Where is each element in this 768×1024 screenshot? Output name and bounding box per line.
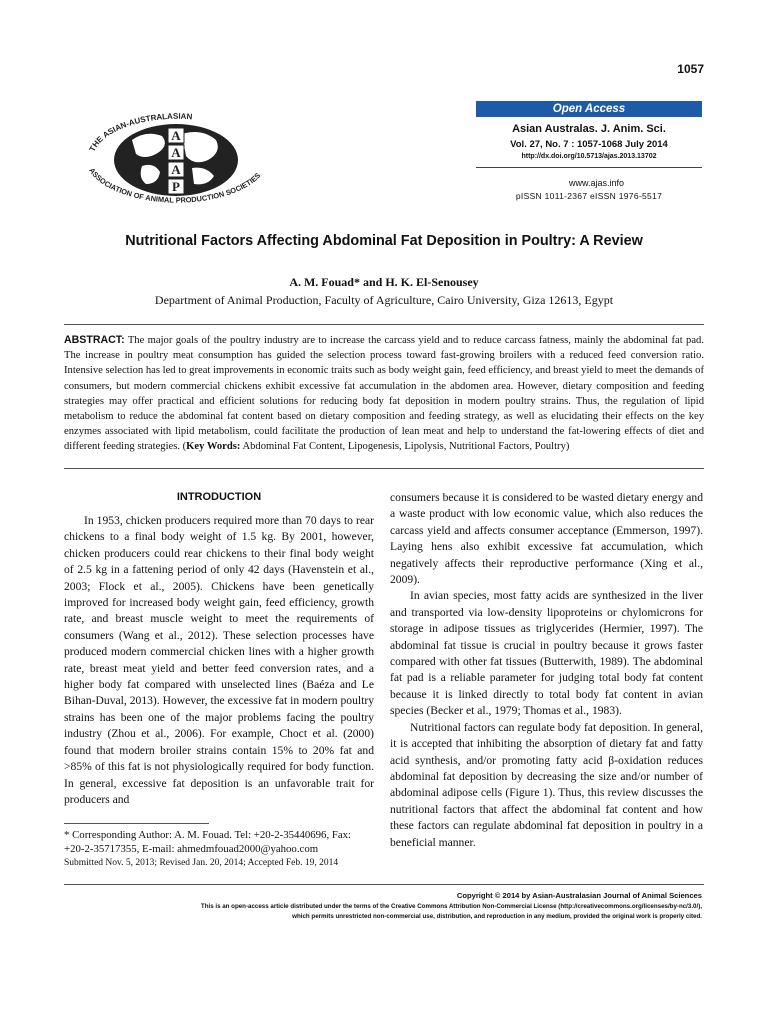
license-text: This is an open-access article distributed under the terms of the Creative Commons Attribution Non-Commercial License (http://creativecommons.org/licenses/by-nc/3.0/), (200, 903, 702, 910)
article-authors: A. M. Fouad* and H. K. El-Senousey (289, 275, 479, 289)
logo-ring-top: THE ASIAN-AUSTRALASIAN (87, 111, 193, 154)
keywords-label: Key Words: (186, 441, 241, 453)
right-column (390, 490, 703, 851)
svg-text:A: A (171, 145, 181, 160)
body-paragraph: consumers because it is considered to be wasted dietary energy and a waste product with low economic value, which also reduces the carcass yield and affects consumer acceptance (Emmerson, 1997). Laying hens also exhibit excessive fat accumulation, which negatively affects their reproductive performance (Xing et al., 2009). (390, 491, 703, 587)
divider (64, 324, 704, 325)
body-paragraph: In avian species, most fatty acids are synthesized in the liver and transported via low-density lipoproteins or chylomicrons for storage in adipose tissues as triglycerides (Hermier, 1997). The abdominal fat tissue is crucial in poultry because it grows faster compared with other fat tissues (Butterwith, 1989). The abdominal fat pad is a reliable parameter for judging total body fat content because it is linked directly to total body fat content in avian species (Becker et al., 1979; Thomas et al., 1983). (390, 589, 703, 718)
copyright-notice: Copyright © 2014 by Asian-Australasian Journal of Animal Sciences (456, 891, 702, 900)
divider (476, 167, 702, 168)
svg-text:A: A (171, 162, 181, 177)
corresponding-author: * Corresponding Author: A. M. Fouad. Tel: +20-2-35440696, Fax: +20-2-35717355, E-mail: ahmedmfouad2000@yahoo.com (64, 829, 352, 855)
body-paragraph: In 1953, chicken producers required more than 70 days to rear chickens to a final body weight of 1.5 kg. By 2001, however, chicken producers could rear chickens to their final body weight of 2.5 kg in a fattening period of only 42 days (Havenstein et al., 2003; Flock et al., 2005). Chickens have been genetically improved for increased body weight gain, feed efficiency, growth rate, and breast muscle weight to meet the requirements of consumers (Wang et al., 2012). These selection processes have produced modern commercial chicken lines with a higher growth rate, breast meat yield and better feed conversion rates, and a higher body fat compared with unselected lines (Baéza and Le Bihan-Duval, 2013). However, the excessive fat in modern poultry strains has been one of the major problems facing the poultry industry (Zhou et al., 2006). For example, Choct et al. (2000) found that modern broiler strains contain 15% to 20% fat and >85% of this fat is not physiologically required for body function. In general, excessive fat deposition is an unfavorable trait for producers and (64, 514, 374, 806)
keywords: Abdominal Fat Content, Lipogenesis, Lipolysis, Nutritional Factors, Poultry) (240, 441, 570, 453)
body-paragraph: Nutritional factors can regulate body fat deposition. In general, it is accepted that inhibiting the absorption of dietary fat and fatty acid synthesis, and/or promoting fatty acid β-oxidation reduces abdominal fat deposition by decreasing the size and/or number of abdominal adipose cells (Figure 1). Thus, this review discusses the nutritional factors that affect the abdominal fat content and how these factors can regulate abdominal fat deposition in poultry in a beneficial manner. (390, 720, 703, 849)
article-title: Nutritional Factors Affecting Abdominal Fat Deposition in Poultry: A Review (125, 233, 643, 249)
open-access-banner: Open Access (476, 101, 702, 117)
svg-text:P: P (172, 179, 180, 194)
left-column (64, 513, 374, 808)
license-text: which permits unrestricted non-commercial use, distribution, and reproduction in any medium, provided the original work is properly cited. (292, 913, 702, 920)
association-logo (72, 110, 282, 210)
svg-text:A: A (171, 128, 181, 143)
footnote (64, 828, 374, 870)
divider (64, 884, 704, 885)
journal-website[interactable]: www.ajas.info (568, 178, 624, 188)
abstract-text: The major goals of the poultry industry are to increase the carcass yield and to reduce carcass fatness, mainly the abdominal fat pad. The increase in poultry meat consumption has guided the selection process toward fast-growing broilers with a reduced feed conversion ratio. Intensive selection has led to great improvements in economic traits such as body weight gain, feed efficiency, and breast yield to meet the demands of consumers, but modern commercial chickens exhibit excessive fat accumulation in the abdomen area. However, dietary composition and feeding strategies may offer practical and efficient solutions for reducing body fat deposition in modern poultry strains. Thus, the regulation of lipid metabolism to reduce the abdominal fat content based on dietary composition and feeding strategy, as well as elucidating their effects on the key enzymes associated with lipid metabolism, could facilitate the production of lean meat and help to understand the fat-lowering effects of diet and different feeding strategies. ( (64, 335, 704, 453)
journal-name: Asian Australas. J. Anim. Sci. (512, 123, 666, 135)
abstract-label: ABSTRACT: (64, 334, 125, 346)
footnote-divider (64, 823, 209, 824)
submission-dates: Submitted Nov. 5, 2013; Revised Jan. 20, 2014; Accepted Feb. 19, 2014 (64, 858, 339, 868)
logo-ring-bottom: ASSOCIATION OF ANIMAL PRODUCTION SOCIETIES (87, 166, 263, 205)
page-number: 1057 (677, 62, 704, 76)
abstract (64, 333, 704, 455)
section-heading: INTRODUCTION (176, 491, 262, 503)
article-affiliation: Department of Animal Production, Faculty of Agriculture, Cairo University, Giza 12613, Egypt (154, 293, 614, 307)
journal-issn: pISSN 1011-2367 eISSN 1976-5517 (515, 191, 663, 201)
journal-doi[interactable]: http://dx.doi.org/10.5713/ajas.2013.13702 (521, 153, 657, 160)
divider (64, 468, 704, 469)
journal-volume: Vol. 27, No. 7 : 1057-1068 July 2014 (510, 139, 668, 150)
